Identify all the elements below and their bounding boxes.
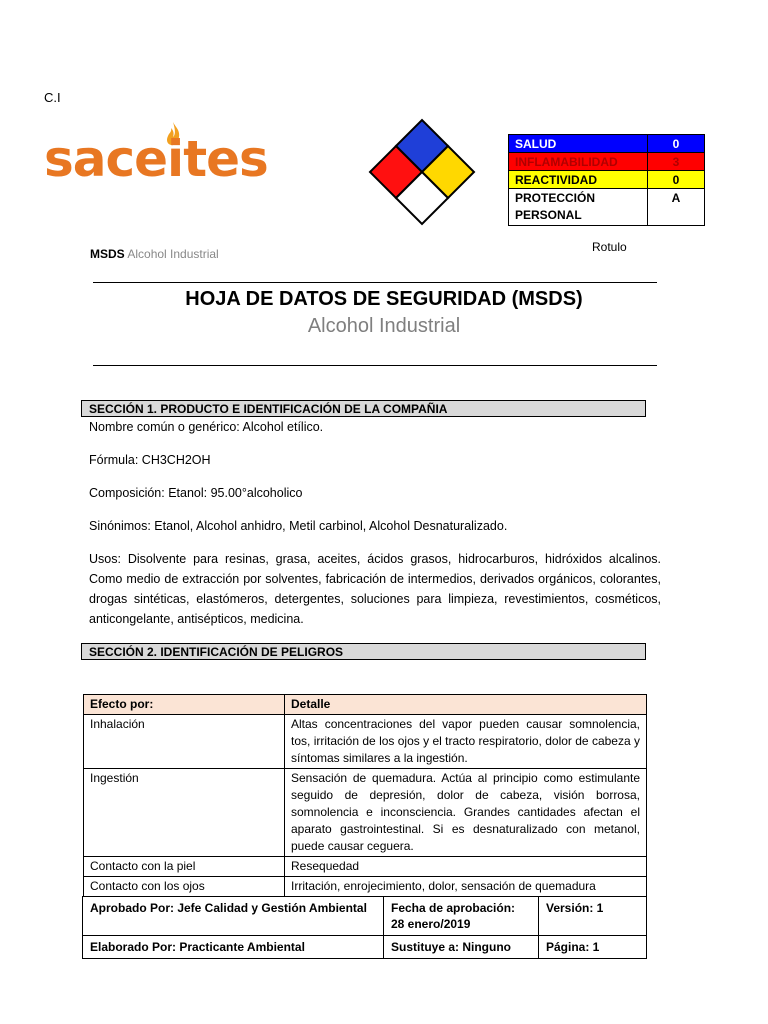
detail-cell: Resequedad: [285, 857, 647, 877]
nfpa-diamond: [366, 116, 476, 236]
effect-cell: Ingestión: [84, 769, 285, 857]
hazard-label-proteccion: PROTECCIÓN PERSONAL: [509, 189, 648, 226]
prepared-by: Elaborado Por: Practicante Ambiental: [83, 936, 384, 959]
doc-code: C.I: [44, 90, 61, 105]
msds-tag: MSDS: [90, 247, 125, 261]
effect-cell: Inhalación: [84, 715, 285, 769]
msds-label: [90, 247, 219, 261]
composition: Composición: Etanol: 95.00°alcoholico: [89, 486, 303, 500]
hazard-value-proteccion: A: [648, 189, 705, 226]
formula: Fórmula: CH3CH2OH: [89, 453, 211, 467]
rotulo-label: Rotulo: [592, 240, 627, 254]
table-row: [84, 715, 647, 769]
hazard-label-salud: SALUD: [509, 135, 648, 153]
approval-table: [82, 896, 647, 959]
hazard-label-inflamabilidad: INFLAMABILIDAD: [509, 153, 648, 171]
page-title: HOJA DE DATOS DE SEGURIDAD (MSDS): [185, 288, 583, 310]
hazard-value-reactividad: 0: [648, 171, 705, 189]
table-row: [84, 857, 647, 877]
detail-cell: Irritación, enrojecimiento, dolor, sensación de quemadura: [285, 877, 647, 897]
supersedes: Sustituye a: Ninguno: [384, 936, 539, 959]
page-subtitle: Alcohol Industrial: [307, 315, 461, 337]
hazard-rating-table: [508, 134, 705, 226]
section1-heading: SECCIÓN 1. PRODUCTO E IDENTIFICACIÓN DE LA COMPAÑIA: [81, 400, 646, 417]
col-header-detalle: Detalle: [285, 695, 647, 715]
hazard-effects-table: [83, 694, 647, 897]
logo-wordmark: saceites: [44, 130, 268, 188]
approved-by: Aprobado Por: Jefe Calidad y Gestión Ambiental: [83, 897, 384, 936]
table-row: [84, 769, 647, 857]
company-logo: [44, 118, 274, 198]
hazard-label-reactividad: REACTIVIDAD: [509, 171, 648, 189]
divider: [93, 365, 657, 366]
msds-product: Alcohol Industrial: [127, 247, 219, 261]
common-name: Nombre común o genérico: Alcohol etílico.: [89, 420, 324, 434]
uses: Usos: Disolvente para resinas, grasa, aceites, ácidos grasos, hidrocarburos, hidróxidos alcalinos. Como medio de extracción por solventes, fabricación de intermedios, derivados orgánicos, colorantes, drogas sintéticas, elastómeros, detergentes, soluciones para limpieza, revestimientos, cosméticos, anticongelante, antisépticos, medicina.: [89, 552, 661, 626]
detail-cell: Sensación de quemadura. Actúa al principio como estimulante seguido de depresión, dolor de cabeza, visión borrosa, somnolencia e inconsciencia. Grandes cantidades afectan el aparato gastrointestinal. Si es desnaturalizado con metanol, puede causar ceguera.: [285, 769, 647, 857]
synonyms: Sinónimos: Etanol, Alcohol anhidro, Metil carbinol, Alcohol Desnaturalizado.: [89, 519, 508, 533]
table-row: [84, 877, 647, 897]
detail-cell: Altas concentraciones del vapor pueden causar somnolencia, tos, irritación de los ojos y el tracto respiratorio, dolor de cabeza y síntomas similares a la ingestión.: [285, 715, 647, 769]
hazard-value-inflamabilidad: 3: [648, 153, 705, 171]
approval-date: Fecha de aprobación: 28 enero/2019: [384, 897, 539, 936]
effect-cell: Contacto con la piel: [84, 857, 285, 877]
effect-cell: Contacto con los ojos: [84, 877, 285, 897]
version: Versión: 1: [539, 897, 647, 936]
page-number: Página: 1: [539, 936, 647, 959]
divider: [93, 282, 657, 283]
hazard-value-salud: 0: [648, 135, 705, 153]
col-header-efecto: Efecto por:: [84, 695, 285, 715]
section2-heading: SECCIÓN 2. IDENTIFICACIÓN DE PELIGROS: [81, 643, 646, 660]
